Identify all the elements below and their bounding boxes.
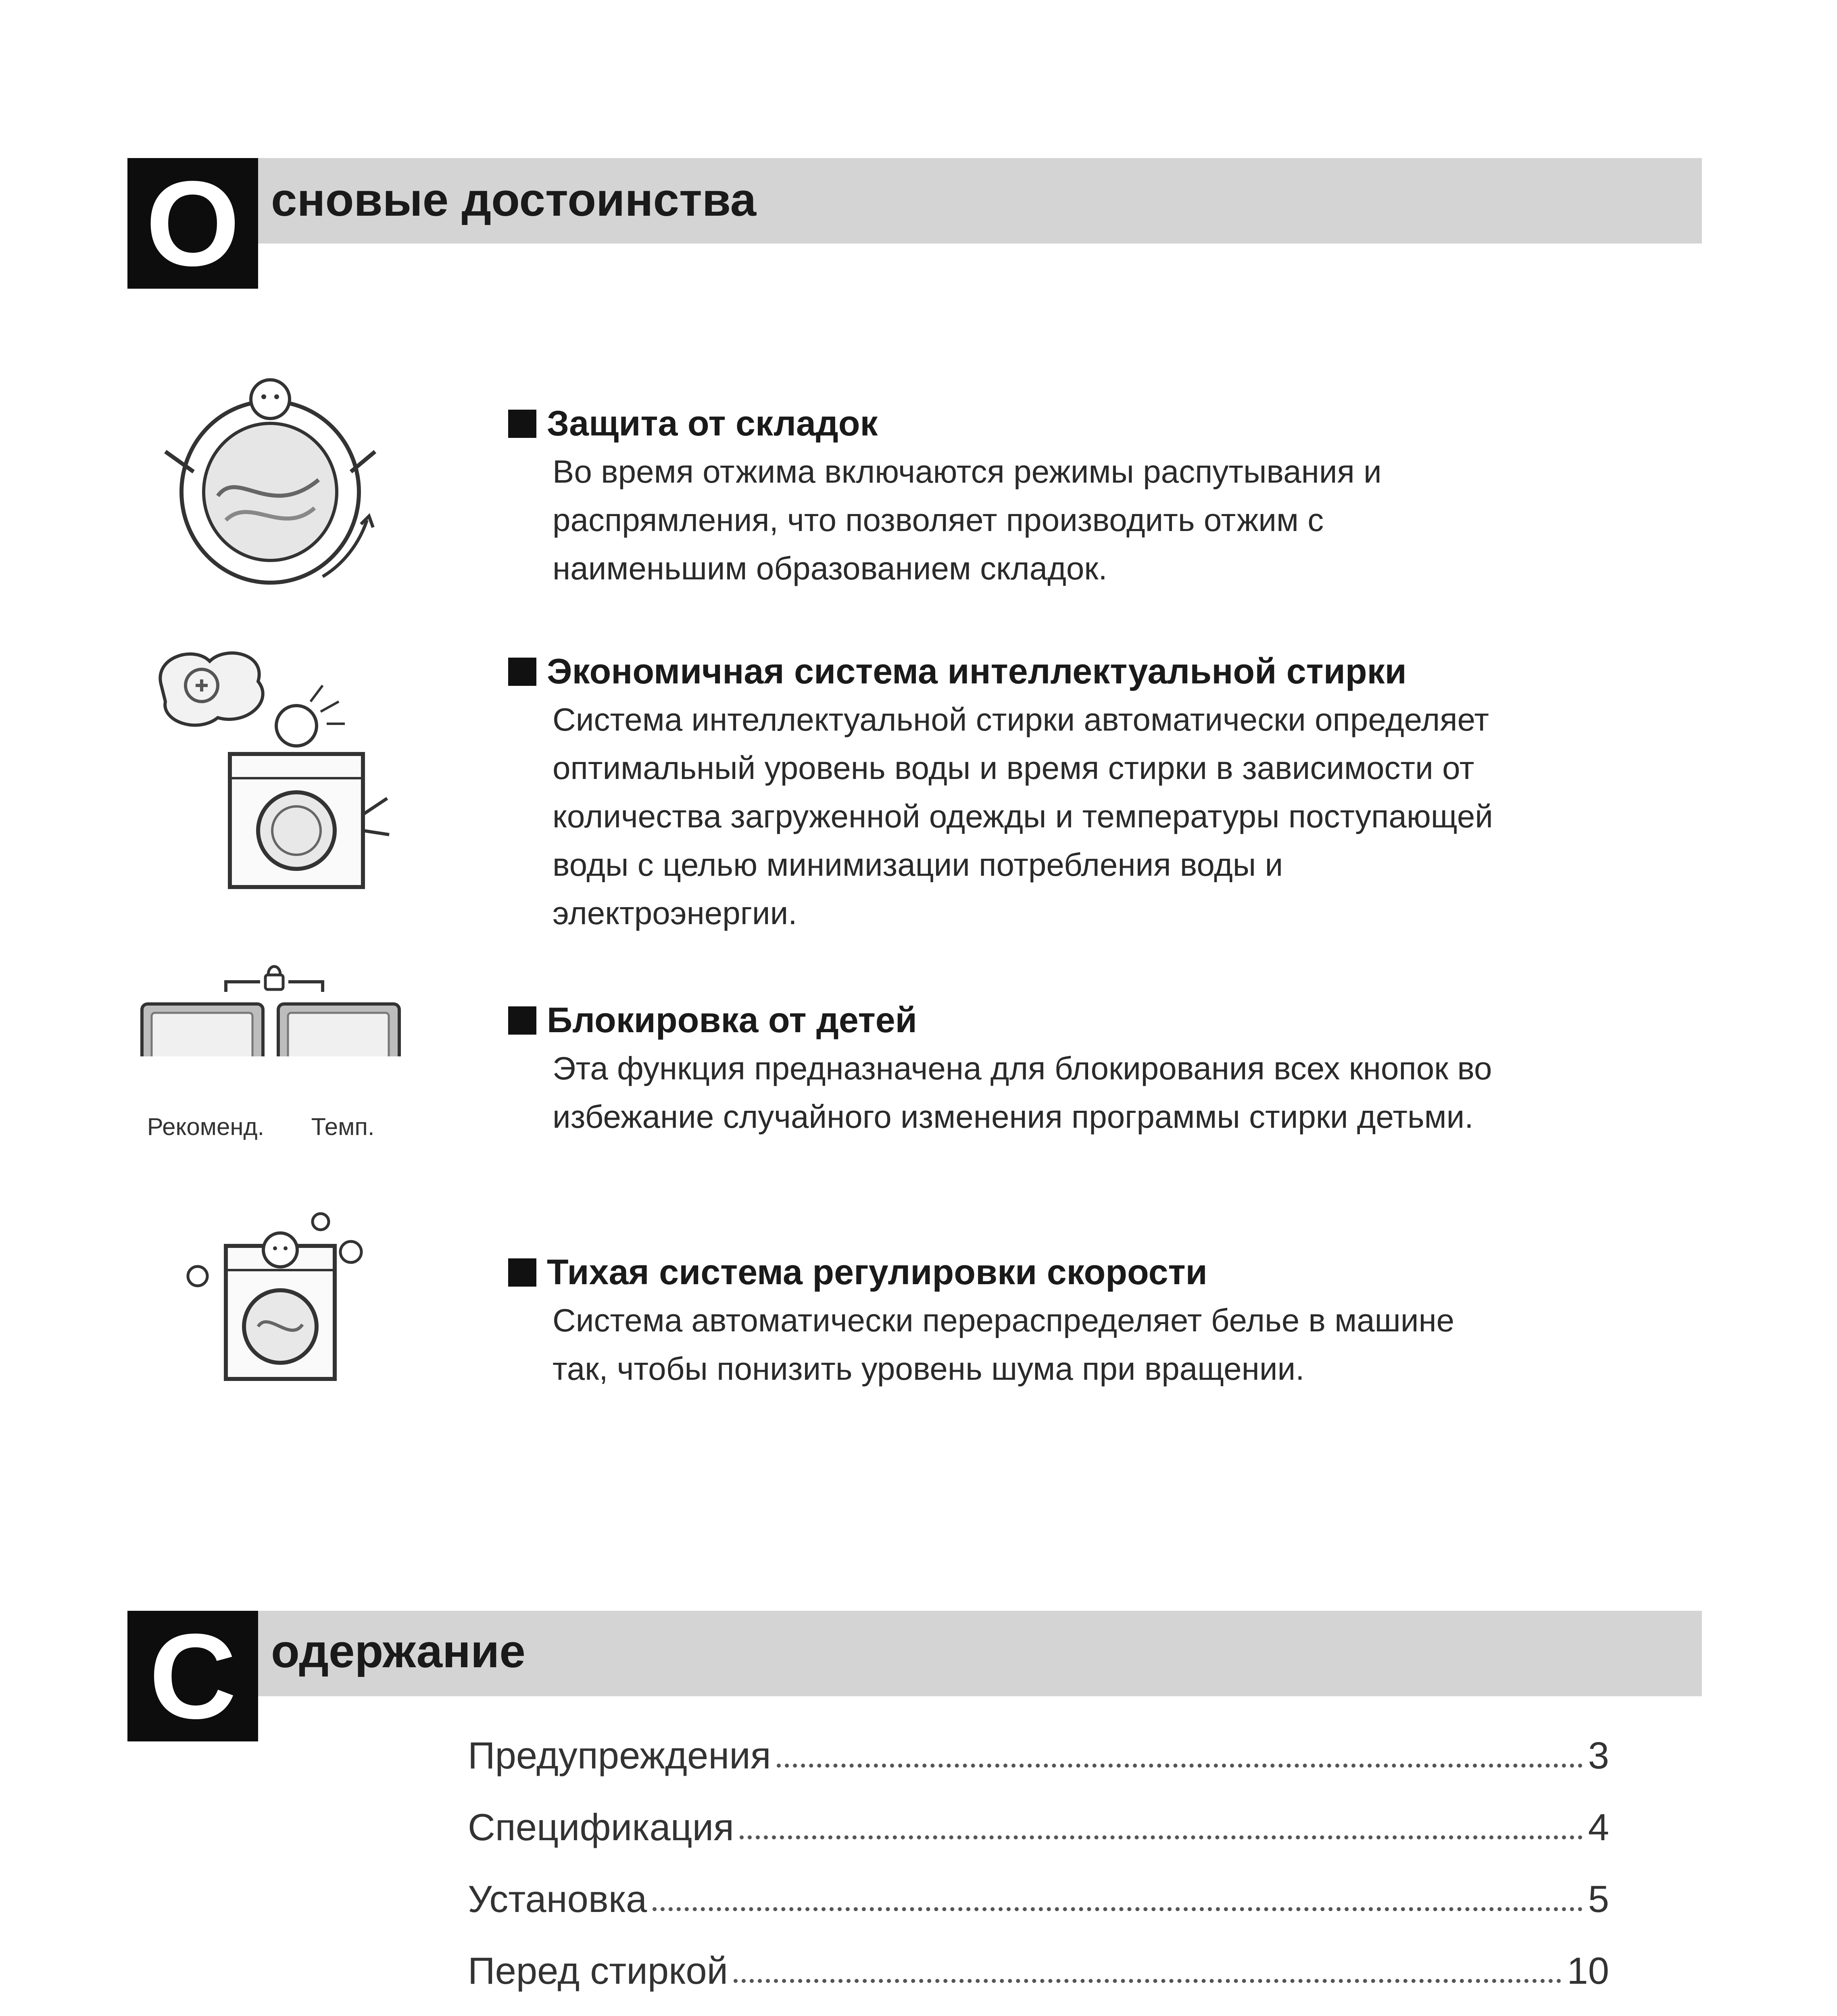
feature-title: Экономичная система интеллектуальной стирки: [508, 647, 1702, 696]
drum-twist-icon: [149, 375, 399, 601]
bullet-square-icon: [508, 658, 536, 686]
toc-item[interactable]: Установка 5: [468, 1878, 1609, 1920]
feature-title: Защита от складок: [508, 399, 1702, 448]
bullet-square-icon: [508, 1006, 536, 1035]
feature-child-lock: [508, 996, 1702, 1141]
toc-item[interactable]: [468, 1993, 1609, 2016]
feature-title: Блокировка от детей: [508, 996, 1702, 1044]
toc-item[interactable]: Перед стиркой 10: [468, 1949, 1609, 1992]
bullet-square-icon: [508, 410, 536, 438]
toc-item[interactable]: Предупреждения 3: [468, 1734, 1609, 1776]
smart-wash-icon: [137, 641, 395, 899]
section-title-advantages: сновые достоинства: [271, 173, 757, 226]
section-title-contents: одержание: [271, 1625, 525, 1677]
toc-item[interactable]: Спецификация 4: [468, 1806, 1609, 1848]
feature-title: Тихая система регулировки скорости: [508, 1248, 1702, 1296]
section-initial-advantages: О: [127, 158, 258, 289]
section-initial-contents: С: [127, 1611, 258, 1741]
feature-anti-crease: [508, 399, 1702, 593]
button-label-temp: Темп.: [311, 1113, 375, 1140]
feature-description: Система интеллектуальной стирки автоматически определяет оптимальный уровень воды и время стирки в зависимости от количества загруженной одежды и температуры поступающей воды с целью минимизации потребления воды и электроэнергии.: [553, 702, 1493, 931]
feature-quiet-speed: [508, 1248, 1702, 1393]
button-label-recommend: Рекоменд.: [147, 1113, 265, 1140]
feature-description: Эта функция предназначена для блокирования всех кнопок во избежание случайного изменения программы стирки детьми.: [553, 1050, 1492, 1135]
quiet-machine-icon: [181, 1206, 391, 1387]
table-of-contents: [468, 1706, 1609, 2016]
feature-description: Система автоматически перераспределяет белье в машине так, чтобы понизить уровень шума при вращении.: [553, 1302, 1455, 1387]
feature-smart-wash: [508, 647, 1702, 937]
bullet-square-icon: [508, 1258, 536, 1287]
feature-description: Во время отжима включаются режимы распутывания и распрямления, что позволяет производить отжим с наименьшим образованием складок.: [553, 454, 1382, 586]
child-lock-buttons-icon: [137, 964, 411, 1165]
